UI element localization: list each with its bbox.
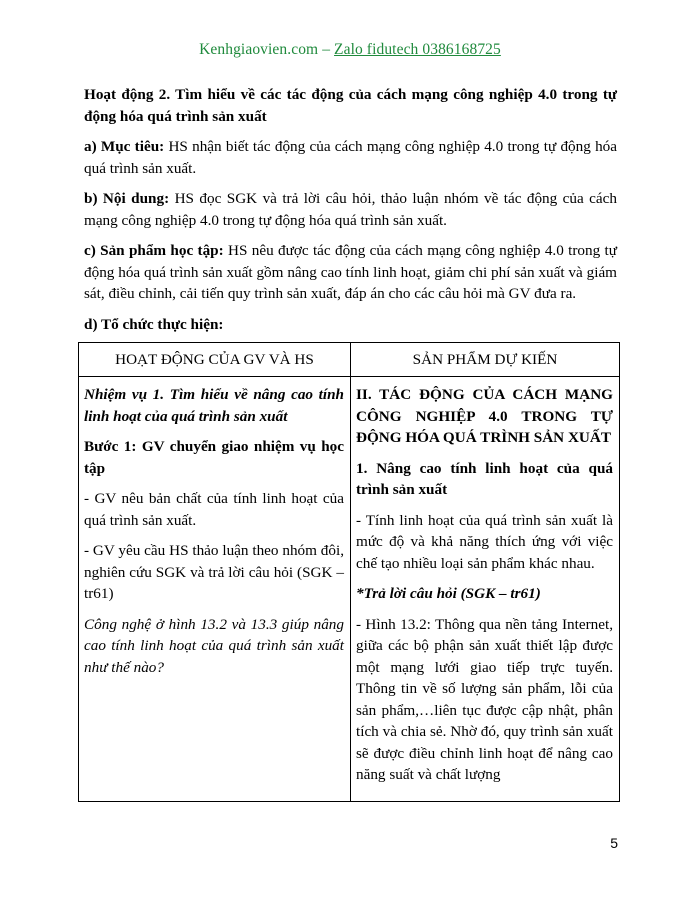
page-number: 5 <box>610 835 618 851</box>
products-cell <box>351 377 620 802</box>
task-title: Nhiệm vụ 1. Tìm hiểu về nâng cao tính linh hoạt của quá trình sản xuất <box>84 386 344 425</box>
site-link[interactable]: Kenhgiaovien.com <box>199 41 319 58</box>
section-content <box>84 188 617 231</box>
section-product <box>84 240 617 305</box>
zalo-link[interactable]: Zalo fidutech 0386168725 <box>334 41 501 58</box>
activities-cell <box>79 377 351 802</box>
objective-text: HS nhận biết tác động của cách mạng công nghiệp 4.0 trong tự động hóa quá trình sản xuất. <box>84 138 618 177</box>
question-text: Công nghệ ở hình 13.2 và 13.3 giúp nâng cao tính linh hoạt của quá trình sản xuất như thế nào? <box>84 615 344 676</box>
section-organization: d) Tổ chức thực hiện: <box>84 315 224 333</box>
task-item: - GV yêu cầu HS thảo luận theo nhóm đôi, nghiên cứu SGK và trả lời câu hỏi (SGK – tr61) <box>84 542 344 602</box>
section-objective <box>84 136 617 179</box>
header-separator: – <box>318 41 335 58</box>
section-heading: II. TÁC ĐỘNG CỦA CÁCH MẠNG CÔNG NGHIỆP 4.0 TRONG TỰ ĐỘNG HÓA QUÁ TRÌNH SẢN XUẤT <box>356 386 613 446</box>
activity-table <box>78 342 620 802</box>
col-header-activities: HOẠT ĐỘNG CỦA GV VÀ HS <box>79 343 351 377</box>
table-row <box>79 377 620 802</box>
answer-label: *Trả lời câu hỏi (SGK – tr61) <box>356 585 541 602</box>
definition-text: - Tính linh hoạt của quá trình sản xuất là mức độ và khả năng thích ứng với việc chế tạo nhiều loại sản phẩm khác nhau. <box>356 511 613 572</box>
step-title: Bước 1: GV chuyển giao nhiệm vụ học tập <box>84 438 344 477</box>
product-text: HS nêu được tác động của cách mạng công nghiệp 4.0 trong tự động hóa quá trình sản xuất gồm nâng cao tính linh hoạt, giảm chi phí sản xuất và giám sát, điều chỉnh, cải tiến quy trình sản xuất, đáp án cho các câu hỏi mà GV đưa ra. <box>84 242 617 302</box>
document-body <box>84 84 617 802</box>
page-header <box>0 41 700 59</box>
content-text: HS đọc SGK và trả lời câu hỏi, thảo luận nhóm về tác động của cách mạng công nghiệp 4.0 trong tự động hóa quá trình sản xuất. <box>84 190 617 229</box>
content-label: b) Nội dung: <box>84 190 170 207</box>
col-header-products: SẢN PHẨM DỰ KIẾN <box>351 343 620 377</box>
product-label: c) Sản phẩm học tập: <box>84 242 224 259</box>
activity-title: Hoạt động 2. Tìm hiểu về các tác động của cách mạng công nghiệp 4.0 trong tự động hóa quá trình sản xuất <box>84 86 617 125</box>
table-header-row <box>79 343 620 377</box>
task-item: - GV nêu bản chất của tính linh hoạt của quá trình sản xuất. <box>84 490 344 529</box>
answer-text: - Hình 13.2: Thông qua nền tảng Internet, giữa các bộ phận sản xuất thiết lập được một mạng lưới giao tiếp trực tuyến. Thông tin về số lượng sản phẩm, lỗi của sản phẩm,…liên tục được cập nhật, phân tích và chia sẻ. Nhờ đó, quy trình sản xuất sẽ được điều chỉnh linh hoạt để nâng cao năng suất và chất lượng <box>356 615 613 783</box>
sub-heading: 1. Nâng cao tính linh hoạt của quá trình sản xuất <box>356 459 613 498</box>
objective-label: a) Mục tiêu: <box>84 138 165 155</box>
